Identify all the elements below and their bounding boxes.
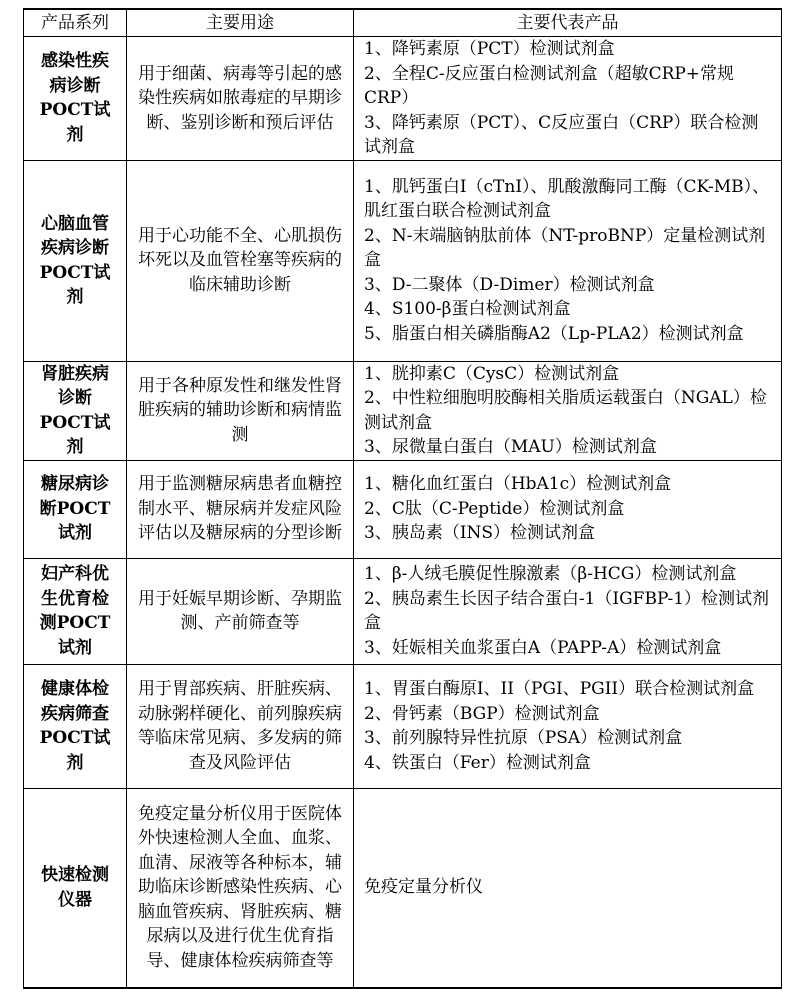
table-row (24, 664, 782, 788)
product-item: 1、肌钙蛋白I（cTnI）、肌酸激酶同工酶（CK-MB）、肌红蛋白联合检测试剂盒 (364, 176, 770, 222)
product-item: 3、前列腺特异性抗原（PSA）检测试剂盒 (364, 728, 683, 748)
products-cell (354, 558, 782, 664)
series-cell: 肾脏疾病诊断POCT试剂 (24, 361, 127, 460)
header-product-series: 产品系列 (24, 9, 127, 37)
table-row (24, 460, 782, 558)
usage-cell: 用于心功能不全、心肌损伤坏死以及血管栓塞等疾病的临床辅助诊断 (127, 160, 354, 361)
table-row (24, 558, 782, 664)
products-cell (354, 160, 782, 361)
usage-cell: 免疫定量分析仪用于医院体外快速检测人全血、血浆、血清、尿液等各种标本，辅助临床诊断感染性疾病、心脑血管疾病、肾脏疾病、糖尿病以及进行优生优育指导、健康体检疾病筛查等 (127, 788, 354, 988)
table-row (24, 361, 782, 460)
product-item: 2、全程C-反应蛋白检测试剂盒（超敏CRP+常规CRP） (364, 63, 735, 108)
product-item: 1、胱抑素C（CysC）检测试剂盒 (364, 363, 620, 384)
product-item: 1、β-人绒毛膜促性腺激素（β-HCG）检测试剂盒 (364, 564, 737, 584)
usage-cell: 用于监测糖尿病患者血糖控制水平、糖尿病并发症风险评估以及糖尿病的分型诊断 (127, 460, 354, 558)
series-cell: 心脑血管疾病诊断POCT试剂 (24, 160, 127, 361)
table-row (24, 160, 782, 361)
product-item: 2、中性粒细胞明胶酶相关脂质运载蛋白（NGAL）检测试剂盒 (364, 388, 767, 433)
product-item: 3、胰岛素（INS）检测试剂盒 (364, 523, 596, 544)
series-cell: 妇产科优生优育检测POCT试剂 (24, 558, 127, 664)
products-cell (354, 460, 782, 558)
product-item: 2、N-末端脑钠肽前体（NT-proBNP）定量检测试剂盒 (364, 225, 766, 271)
table-header-row (24, 9, 782, 37)
series-cell: 糖尿病诊断POCT试剂 (24, 460, 127, 558)
products-cell (354, 788, 782, 988)
header-representative-products: 主要代表产品 (354, 9, 782, 37)
product-item: 2、C肽（C-Peptide）检测试剂盒 (364, 498, 625, 519)
product-item: 免疫定量分析仪 (364, 877, 483, 898)
product-item: 1、胃蛋白酶原I、II（PGI、PGII）联合检测试剂盒 (364, 679, 755, 699)
product-item: 5、脂蛋白相关磷脂酶A2（Lp-PLA2）检测试剂盒 (364, 323, 744, 344)
product-item: 4、S100-β蛋白检测试剂盒 (364, 299, 571, 320)
table-row (24, 37, 782, 161)
header-main-usage: 主要用途 (127, 9, 354, 37)
product-item: 1、降钙素原（PCT）检测试剂盒 (364, 39, 615, 59)
usage-cell: 用于妊娠早期诊断、孕期监测、产前筛查等 (127, 558, 354, 664)
usage-cell: 用于各种原发性和继发性肾脏疾病的辅助诊断和病情监测 (127, 361, 354, 460)
product-table-container (23, 8, 781, 989)
product-item: 3、妊娠相关血浆蛋白A（PAPP-A）检测试剂盒 (364, 637, 722, 658)
product-item: 3、降钙素原（PCT）、C反应蛋白（CRP）联合检测试剂盒 (364, 112, 759, 157)
product-item: 3、尿微量白蛋白（MAU）检测试剂盒 (364, 437, 657, 457)
usage-cell: 用于胃部疾病、肝脏疾病、动脉粥样硬化、前列腺疾病等临床常见病、多发病的筛查及风险评估 (127, 664, 354, 788)
product-item: 2、胰岛素生长因子结合蛋白-1（IGFBP-1）检测试剂盒 (364, 588, 770, 633)
products-cell (354, 37, 782, 161)
products-cell (354, 664, 782, 788)
table-row (24, 788, 782, 988)
product-item: 1、糖化血红蛋白（HbA1c）检测试剂盒 (364, 474, 672, 495)
product-item: 4、铁蛋白（Fer）检测试剂盒 (364, 752, 591, 773)
usage-cell: 用于细菌、病毒等引起的感染性疾病如脓毒症的早期诊断、鉴别诊断和预后评估 (127, 37, 354, 161)
product-item: 2、骨钙素（BGP）检测试剂盒 (364, 703, 600, 724)
series-cell: 感染性疾病诊断POCT试剂 (24, 37, 127, 161)
products-cell (354, 361, 782, 460)
product-series-table (23, 8, 782, 989)
product-item: 3、D-二聚体（D-Dimer）检测试剂盒 (364, 274, 655, 295)
series-cell: 健康体检疾病筛查POCT试剂 (24, 664, 127, 788)
series-cell: 快速检测仪器 (24, 788, 127, 988)
